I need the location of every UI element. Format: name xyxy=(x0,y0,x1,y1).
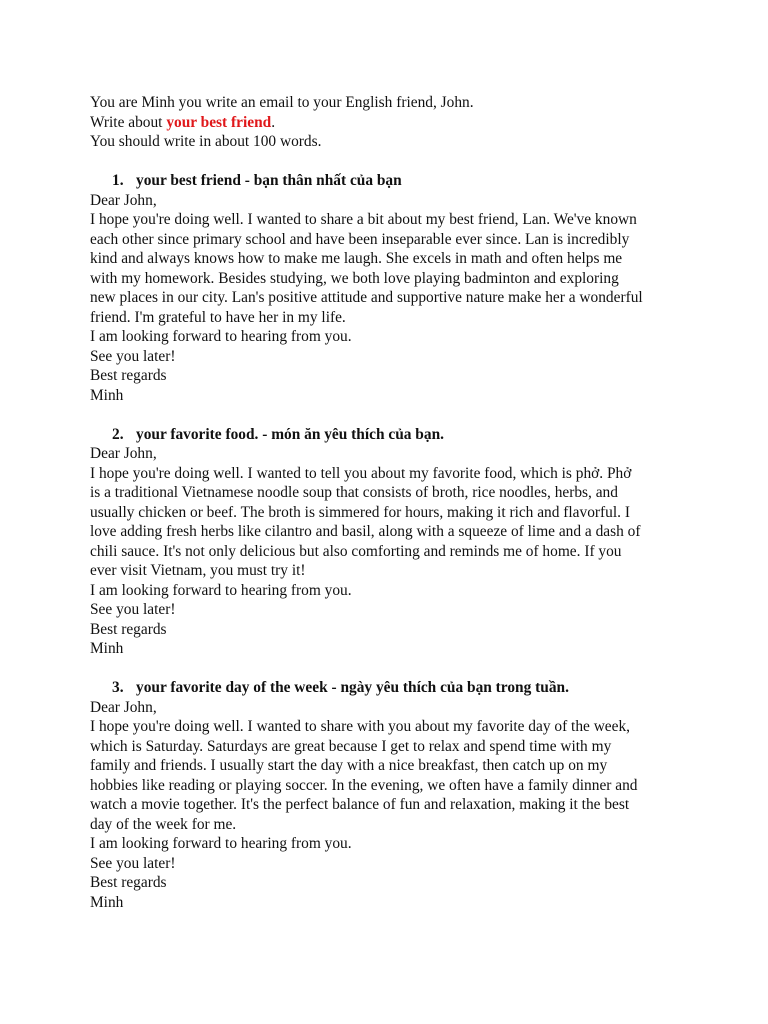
email-body-line: I hope you're doing well. I wanted to share with you about my favorite day of the week, xyxy=(90,718,631,735)
intro-topic-highlight: your best friend xyxy=(166,113,272,131)
intro-line-1: You are Minh you write an email to your English friend, John. xyxy=(90,94,474,111)
email-body-line: with my homework. Besides studying, we both love playing badminton and exploring xyxy=(90,269,619,287)
spacer xyxy=(90,659,690,679)
section-best-friend xyxy=(90,171,690,405)
intro-block xyxy=(90,93,690,152)
email-body-line: hobbies like reading or playing soccer. In the evening, we often have a family dinner and xyxy=(90,776,638,794)
section-number: 2. xyxy=(112,425,124,443)
email-signature: Minh xyxy=(90,386,124,404)
email-body-line: friend. I'm grateful to have her in my life. xyxy=(90,308,346,326)
email-body-line: love adding fresh herbs like cilantro and basil, along with a squeeze of lime and a dash of xyxy=(90,523,641,540)
email-sign-off: See you later! xyxy=(90,601,176,618)
section-title: your favorite food. - món ăn yêu thích của bạn. xyxy=(136,425,444,443)
spacer xyxy=(90,152,690,172)
email-regards: Best regards xyxy=(90,367,167,384)
email-body-line: ever visit Vietnam, you must try it! xyxy=(90,562,306,579)
email-body-line: is a traditional Vietnamese noodle soup that consists of broth, rice noodles, herbs, and xyxy=(90,484,618,501)
email-signature: Minh xyxy=(90,640,124,657)
email-greeting: Dear John, xyxy=(90,698,157,716)
section-heading xyxy=(90,425,690,445)
email-body-line: which is Saturday. Saturdays are great because I get to relax and spend time with my xyxy=(90,737,612,755)
email-regards: Best regards xyxy=(90,620,167,638)
email-closing-line: I am looking forward to hearing from you. xyxy=(90,581,352,599)
section-favorite-food xyxy=(90,425,690,659)
email-body-line: usually chicken or beef. The broth is simmered for hours, making it rich and flavorful. I xyxy=(90,503,630,521)
intro-line-2-prefix: Write about xyxy=(90,113,167,131)
email-sign-off: See you later! xyxy=(90,854,176,872)
email-greeting: Dear John, xyxy=(90,445,157,462)
spacer xyxy=(90,405,690,425)
section-number: 3. xyxy=(112,679,124,696)
intro-line-3: You should write in about 100 words. xyxy=(90,133,322,150)
email-body-line: I hope you're doing well. I wanted to tell you about my favorite food, which is phở. Phở xyxy=(90,464,632,482)
email-body-line: day of the week for me. xyxy=(90,815,237,833)
email-body-line: watch a movie together. It's the perfect balance of fun and relaxation, making it the best xyxy=(90,796,630,813)
email-body xyxy=(90,464,690,581)
intro-line-2 xyxy=(90,113,690,133)
email-greeting: Dear John, xyxy=(90,191,157,209)
section-title: your best friend - bạn thân nhất của bạn xyxy=(136,172,402,189)
section-title: your favorite day of the week - ngày yêu thích của bạn trong tuần. xyxy=(136,679,569,696)
email-signature: Minh xyxy=(90,893,124,911)
email-body-line: kind and always knows how to make me laugh. She excels in math and often helps me xyxy=(90,250,623,267)
email-closing-line: I am looking forward to hearing from you. xyxy=(90,835,352,852)
email-body-line: family and friends. I usually start the day with a nice breakfast, then catch up on my xyxy=(90,757,608,774)
section-number: 1. xyxy=(112,172,124,189)
email-closing-line: I am looking forward to hearing from you. xyxy=(90,328,352,345)
email-body xyxy=(90,210,690,327)
email-body-line: I hope you're doing well. I wanted to share a bit about my best friend, Lan. We've known xyxy=(90,211,637,228)
email-sign-off: See you later! xyxy=(90,347,176,365)
intro-line-2-suffix: . xyxy=(271,113,276,131)
email-body-line: new places in our city. Lan's positive attitude and supportive nature make her a wonderful xyxy=(90,289,643,306)
section-heading xyxy=(90,678,690,698)
section-favorite-day xyxy=(90,678,690,912)
email-body-line: each other since primary school and have been inseparable ever since. Lan is incredibly xyxy=(90,230,630,248)
email-body-line: chili sauce. It's not only delicious but also comforting and reminds me of home. If you xyxy=(90,542,622,560)
document-page xyxy=(90,93,690,912)
email-regards: Best regards xyxy=(90,874,167,891)
email-body xyxy=(90,717,690,834)
section-heading xyxy=(90,171,690,191)
